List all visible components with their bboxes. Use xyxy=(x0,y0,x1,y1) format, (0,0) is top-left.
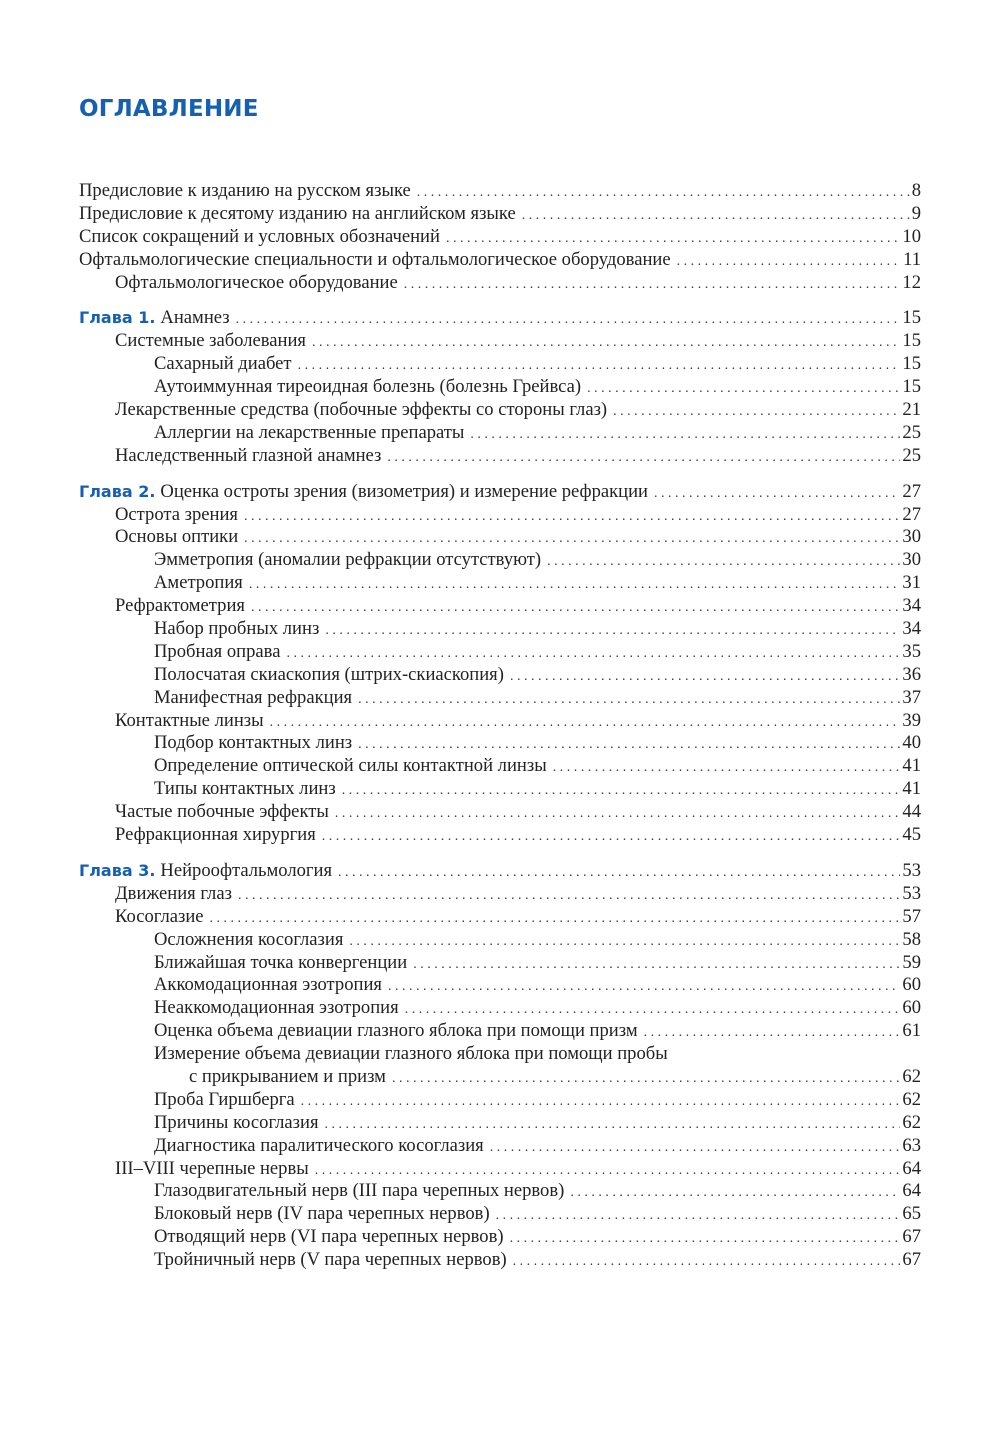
toc-entry[interactable] xyxy=(79,801,921,824)
entry-title: Анамнез xyxy=(160,307,230,329)
toc-entry-label xyxy=(115,595,245,618)
page-number: 65 xyxy=(902,1203,921,1225)
toc-entry[interactable] xyxy=(79,1089,921,1112)
toc-entry-label xyxy=(115,801,329,824)
entry-title: Измерение объема девиации глазного яблока при помощи пробы xyxy=(154,1043,668,1065)
dot-leader xyxy=(404,274,901,297)
toc-entry[interactable] xyxy=(79,664,921,687)
page-number: 34 xyxy=(902,618,921,640)
page-number: 27 xyxy=(902,503,921,525)
toc-entry[interactable] xyxy=(79,710,921,733)
toc-entry-label xyxy=(154,1180,564,1203)
toc-chapter-entry[interactable] xyxy=(79,481,921,504)
toc-entry[interactable] xyxy=(79,572,921,595)
entry-title: Блоковый нерв (IV пара черепных нервов) xyxy=(154,1203,490,1225)
dot-leader xyxy=(249,574,901,597)
entry-title: Тройничный нерв (V пара черепных нервов) xyxy=(154,1249,507,1271)
entry-title: Глазодвигательный нерв (III пара черепных нервов) xyxy=(154,1180,565,1202)
toc-entry[interactable] xyxy=(79,180,921,203)
toc-entry[interactable] xyxy=(79,824,921,847)
toc-entry-label xyxy=(154,1226,504,1249)
entry-title: Частые побочные эффекты xyxy=(115,801,329,823)
dot-leader xyxy=(210,908,901,931)
toc-entry[interactable] xyxy=(79,1180,921,1203)
entry-title: Аметропия xyxy=(154,572,243,594)
entry-title: Оценка объема девиации глазного яблока при помощи призм xyxy=(154,1020,638,1042)
page-number: 9 xyxy=(911,202,921,224)
entry-title: Манифестная рефракция xyxy=(154,686,353,708)
entry-title: Проба Гиршберга xyxy=(154,1088,295,1110)
chapter-number: Глава 2. xyxy=(79,481,156,501)
dot-leader xyxy=(322,826,901,849)
toc-entry-label xyxy=(154,1135,484,1158)
dot-leader xyxy=(522,205,910,228)
page-number: 15 xyxy=(902,353,921,375)
dot-leader xyxy=(490,1137,901,1160)
entry-title: Список сокращений и условных обозначений xyxy=(79,225,440,247)
toc-entry-label xyxy=(154,549,541,572)
page-number: 62 xyxy=(902,1065,921,1087)
toc-entry-label xyxy=(154,687,352,710)
toc-entry[interactable] xyxy=(79,399,921,422)
page-number: 57 xyxy=(902,905,921,927)
dot-leader xyxy=(301,1091,901,1114)
toc-entry[interactable] xyxy=(79,732,921,755)
page-number: 15 xyxy=(902,307,921,329)
toc-entry[interactable] xyxy=(79,1066,921,1089)
dot-leader xyxy=(654,483,900,506)
page-number: 45 xyxy=(902,824,921,846)
entry-title: Косоглазие xyxy=(115,905,204,927)
toc-entry-label xyxy=(154,1112,319,1135)
toc-entry-label xyxy=(115,824,316,847)
page-number: 36 xyxy=(902,663,921,685)
page-number: 41 xyxy=(902,778,921,800)
toc-entry[interactable] xyxy=(79,883,921,906)
page-number: 37 xyxy=(902,686,921,708)
page-number: 58 xyxy=(902,928,921,950)
entry-title: Эмметропия (аномалии рефракции отсутствуют) xyxy=(154,549,542,571)
toc-entry[interactable] xyxy=(79,330,921,353)
entry-title: Нейроофтальмология xyxy=(160,859,333,881)
page-number: 34 xyxy=(902,595,921,617)
dot-leader xyxy=(677,251,901,274)
dot-leader xyxy=(446,228,900,251)
entry-title: Отводящий нерв (VI пара черепных нервов) xyxy=(154,1226,504,1248)
toc-entry[interactable] xyxy=(79,595,921,618)
page-number: 62 xyxy=(902,1111,921,1133)
toc-entry-label xyxy=(189,1066,386,1089)
page-number: 40 xyxy=(902,732,921,754)
dot-leader xyxy=(387,447,900,470)
entry-title: Неаккомодационная эзотропия xyxy=(154,997,399,1019)
page-number: 25 xyxy=(902,421,921,443)
entry-title: Контактные линзы xyxy=(115,709,264,731)
toc-entry[interactable] xyxy=(79,353,921,376)
toc-entry[interactable] xyxy=(79,778,921,801)
entry-title: Предисловие к десятому изданию на английском языке xyxy=(79,202,516,224)
entry-title: Аллергии на лекарственные препараты xyxy=(154,421,465,443)
page-number: 30 xyxy=(902,549,921,571)
entry-title: Полосчатая скиаскопия (штрих-скиаскопия) xyxy=(154,663,504,685)
entry-title: Набор пробных линз xyxy=(154,618,320,640)
toc-entry-label xyxy=(115,883,232,906)
toc-entry[interactable] xyxy=(79,504,921,527)
toc-entry-label xyxy=(79,203,516,226)
dot-leader xyxy=(513,1251,901,1274)
toc-entry-label xyxy=(79,180,411,203)
toc-entry-label xyxy=(79,226,440,249)
toc-entry-label xyxy=(154,778,336,801)
toc-entry-label xyxy=(115,526,238,549)
entry-title: Ближайшая точка конвергенции xyxy=(154,951,408,973)
dot-leader xyxy=(251,597,900,620)
toc-entry-label xyxy=(115,272,398,295)
entry-title: Движения глаз xyxy=(115,882,232,904)
dot-leader xyxy=(547,551,900,574)
page-number: 11 xyxy=(903,248,921,270)
toc-entry-label xyxy=(115,330,306,353)
toc-entry-label xyxy=(154,1203,490,1226)
dot-leader xyxy=(388,976,900,999)
dot-leader xyxy=(335,803,901,826)
entry-title: Рефрактометрия xyxy=(115,595,245,617)
toc-entry-label xyxy=(79,249,671,272)
page-number: 64 xyxy=(902,1157,921,1179)
page-number: 63 xyxy=(902,1134,921,1156)
page-number: 27 xyxy=(902,480,921,502)
entry-title: III–VIII черепные нервы xyxy=(115,1157,309,1179)
page-number: 15 xyxy=(902,330,921,352)
dot-leader xyxy=(298,355,901,378)
entry-title: с прикрыванием и призм xyxy=(189,1065,386,1087)
toc-entry-label xyxy=(115,445,381,468)
toc-entry-label xyxy=(79,307,230,330)
dot-leader xyxy=(342,780,901,803)
toc-entry[interactable] xyxy=(79,929,921,952)
dot-leader xyxy=(349,931,900,954)
dot-leader xyxy=(613,401,900,424)
dot-leader xyxy=(392,1068,900,1091)
entry-title: Офтальмологическое оборудование xyxy=(115,271,398,293)
toc-entry[interactable] xyxy=(79,422,921,445)
entry-title: Сахарный диабет xyxy=(154,353,292,375)
toc-entry[interactable] xyxy=(79,445,921,468)
dot-leader xyxy=(244,528,900,551)
entry-title: Определение оптической силы контактной линзы xyxy=(154,755,547,777)
page-number: 30 xyxy=(902,526,921,548)
toc-entry-label xyxy=(115,399,607,422)
entry-title: Диагностика паралитического косоглазия xyxy=(154,1134,484,1156)
dot-leader xyxy=(570,1182,900,1205)
page-number: 39 xyxy=(902,709,921,731)
entry-title: Предисловие к изданию на русском языке xyxy=(79,180,411,201)
toc-entry-label xyxy=(154,353,292,376)
page-number: 35 xyxy=(902,640,921,662)
toc-entry[interactable] xyxy=(79,272,921,295)
entry-title: Аккомодационная эзотропия xyxy=(154,974,382,996)
entry-title: Оценка остроты зрения (визометрия) и измерение рефракции xyxy=(160,480,649,502)
toc-entry-label xyxy=(115,1158,309,1181)
page-number: 53 xyxy=(902,882,921,904)
page-number: 21 xyxy=(902,399,921,421)
page-number: 15 xyxy=(902,376,921,398)
entry-title: Офтальмологические специальности и офтальмологическое оборудование xyxy=(79,248,671,270)
entry-title: Основы оптики xyxy=(115,526,239,548)
table-of-contents xyxy=(79,180,921,1272)
toc-entry[interactable] xyxy=(79,997,921,1020)
dot-leader xyxy=(510,1228,901,1251)
toc-entry-label xyxy=(79,860,332,883)
chapter-number: Глава 3. xyxy=(79,860,156,880)
toc-entry-label xyxy=(154,755,547,778)
toc-entry[interactable] xyxy=(79,549,921,572)
toc-entry[interactable] xyxy=(79,1112,921,1135)
toc-entry-label xyxy=(154,376,581,399)
toc-entry[interactable] xyxy=(79,249,921,272)
page-number: 62 xyxy=(902,1088,921,1110)
page-number: 10 xyxy=(902,225,921,247)
toc-entry-label xyxy=(154,732,352,755)
dot-leader xyxy=(644,1022,901,1045)
toc-entry[interactable] xyxy=(79,203,921,226)
toc-entry[interactable] xyxy=(79,641,921,664)
entry-title: Аутоиммунная тиреоидная болезнь (болезнь Грейвса) xyxy=(154,376,582,398)
toc-entry-label xyxy=(154,1020,638,1043)
toc-entry-label xyxy=(154,952,407,975)
toc-entry[interactable] xyxy=(79,687,921,710)
toc-entry[interactable] xyxy=(79,952,921,975)
page-number: 67 xyxy=(902,1249,921,1271)
page-number: 60 xyxy=(902,974,921,996)
toc-entry[interactable] xyxy=(79,906,921,929)
page-number: 41 xyxy=(902,755,921,777)
toc-entry-label xyxy=(154,997,399,1020)
toc-entry[interactable] xyxy=(79,1020,921,1043)
toc-entry-label xyxy=(154,974,382,997)
dot-leader xyxy=(315,1160,901,1183)
toc-entry-label xyxy=(154,664,504,687)
entry-title: Системные заболевания xyxy=(115,330,306,352)
dot-leader xyxy=(312,332,900,355)
dot-leader xyxy=(553,757,901,780)
toc-entry[interactable] xyxy=(79,226,921,249)
dot-leader xyxy=(470,424,900,447)
toc-entry[interactable] xyxy=(79,1226,921,1249)
page-number: 12 xyxy=(902,271,921,293)
toc-chapter-entry[interactable] xyxy=(79,307,921,330)
entry-title: Причины косоглазия xyxy=(154,1111,319,1133)
toc-entry[interactable] xyxy=(79,618,921,641)
toc-entry-label xyxy=(154,1249,507,1272)
page-number: 60 xyxy=(902,997,921,1019)
toc-entry[interactable] xyxy=(79,1249,921,1272)
toc-entry-label xyxy=(115,710,264,733)
dot-leader xyxy=(405,999,901,1022)
toc-entry[interactable] xyxy=(79,1135,921,1158)
toc-entry[interactable] xyxy=(79,1043,921,1066)
page-number: 59 xyxy=(902,951,921,973)
page-number: 8 xyxy=(911,180,921,201)
dot-leader xyxy=(358,689,900,712)
dot-leader xyxy=(496,1205,901,1228)
dot-leader xyxy=(286,643,900,666)
entry-title: Лекарственные средства (побочные эффекты со стороны глаз) xyxy=(115,399,608,421)
entry-title: Наследственный глазной анамнез xyxy=(115,444,382,466)
entry-title: Рефракционная хирургия xyxy=(115,824,316,846)
dot-leader xyxy=(587,378,900,401)
page-number: 44 xyxy=(902,801,921,823)
page-number: 67 xyxy=(902,1226,921,1248)
toc-chapter-entry[interactable] xyxy=(79,860,921,883)
toc-entry-label xyxy=(115,504,238,527)
toc-entry-label xyxy=(115,906,204,929)
dot-leader xyxy=(325,1114,901,1137)
dot-leader xyxy=(238,885,900,908)
dot-leader xyxy=(244,506,900,529)
page-number: 53 xyxy=(902,859,921,881)
page-number: 31 xyxy=(902,572,921,594)
page-title: ОГЛАВЛЕНИЕ xyxy=(79,96,259,122)
toc-entry-label xyxy=(154,641,280,664)
dot-leader xyxy=(236,309,901,332)
entry-title: Подбор контактных линз xyxy=(154,732,353,754)
toc-entry[interactable] xyxy=(79,526,921,549)
entry-title: Типы контактных линз xyxy=(154,778,336,800)
dot-leader xyxy=(358,734,900,757)
dot-leader xyxy=(413,954,900,977)
dot-leader xyxy=(417,182,910,205)
page-number: 25 xyxy=(902,444,921,466)
toc-entry[interactable] xyxy=(79,1158,921,1181)
dot-leader xyxy=(510,666,900,689)
toc-entry-label xyxy=(154,929,343,952)
dot-leader xyxy=(325,620,900,643)
toc-entry[interactable] xyxy=(79,376,921,399)
toc-entry[interactable] xyxy=(79,1203,921,1226)
toc-entry-label xyxy=(154,422,464,445)
page-number: 64 xyxy=(902,1180,921,1202)
chapter-number: Глава 1. xyxy=(79,308,156,328)
toc-entry-label xyxy=(154,1089,295,1112)
toc-entry[interactable] xyxy=(79,974,921,997)
dot-leader xyxy=(338,862,900,885)
entry-title: Пробная оправа xyxy=(154,640,281,662)
dot-leader xyxy=(270,712,901,735)
toc-entry-label xyxy=(154,618,319,641)
page-number: 61 xyxy=(902,1020,921,1042)
toc-entry[interactable] xyxy=(79,755,921,778)
entry-title: Острота зрения xyxy=(115,503,238,525)
toc-entry-label xyxy=(154,572,243,595)
toc-entry-label xyxy=(154,1043,668,1066)
entry-title: Осложнения косоглазия xyxy=(154,928,344,950)
toc-entry-label xyxy=(79,481,648,504)
